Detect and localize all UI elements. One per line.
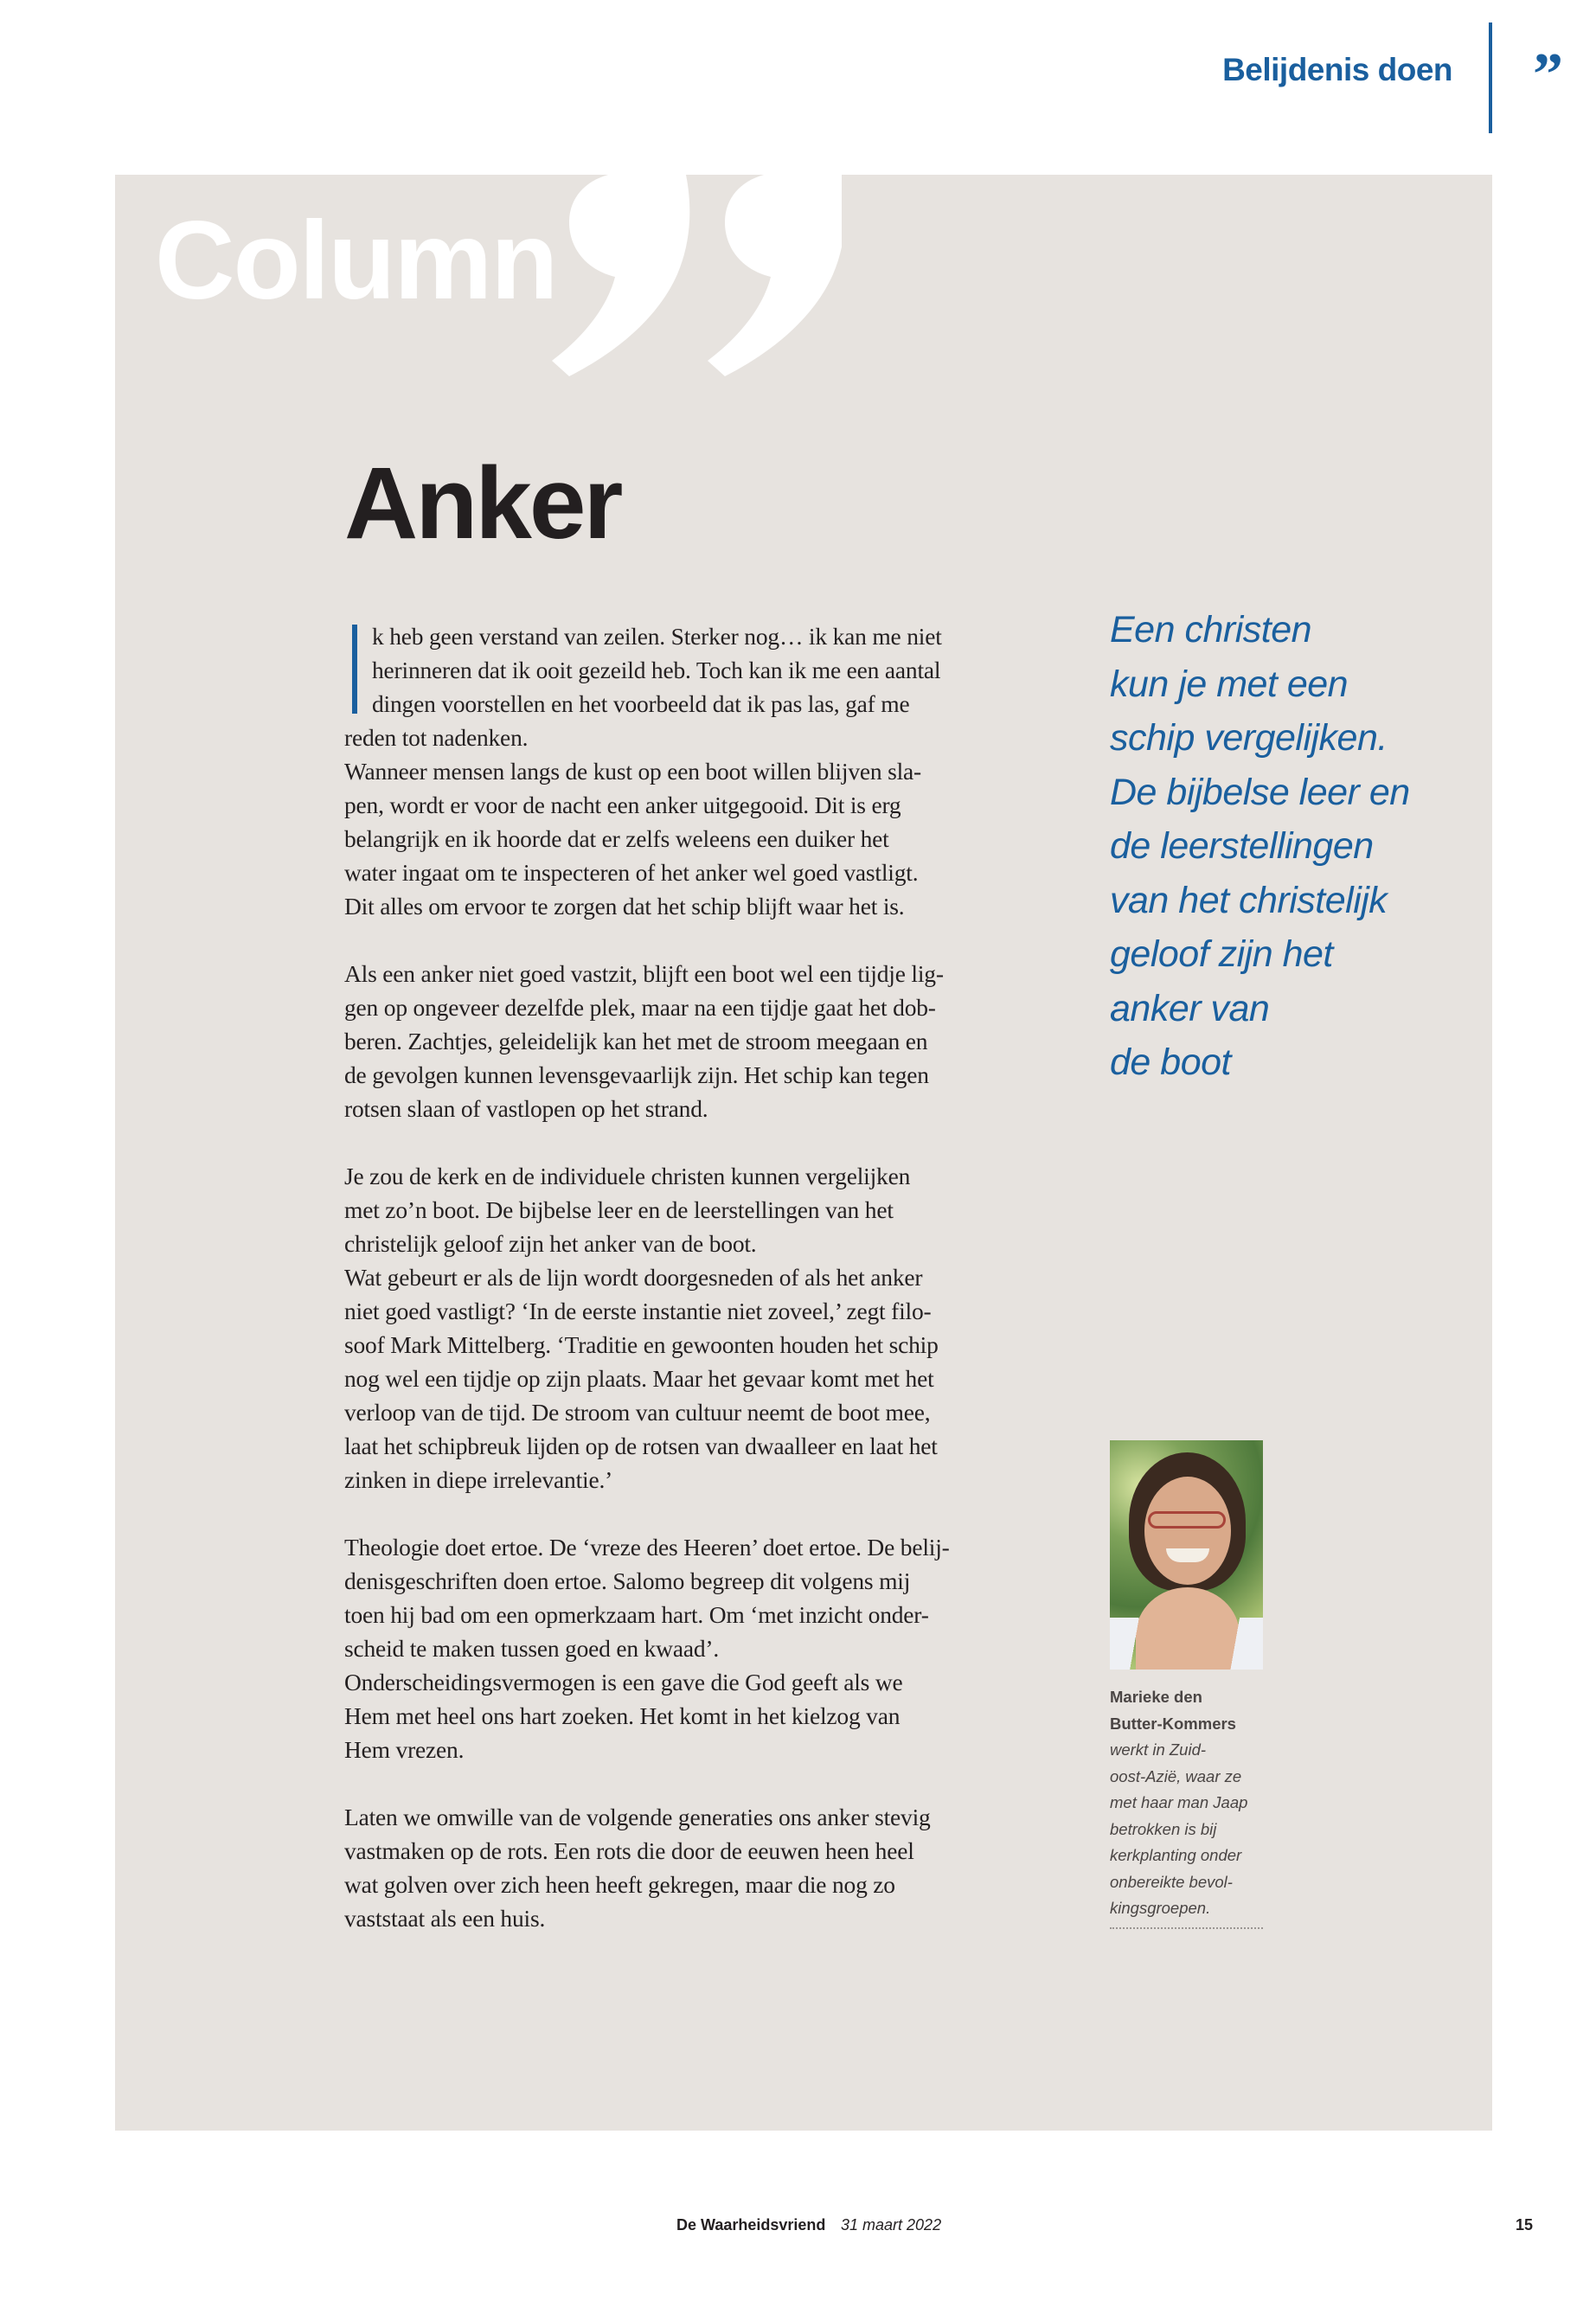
author-bio-lines <box>1110 1737 1266 1922</box>
text-line: met zo’n boot. De bijbelse leer en de leerstellingen van het <box>344 1196 894 1223</box>
text-line: vastmaken op de rots. Een rots die door de eeuwen heen heel <box>344 1837 914 1864</box>
text-line: de boot <box>1110 1042 1231 1083</box>
page-number: 15 <box>1516 2216 1534 2234</box>
author-photo <box>1110 1440 1263 1670</box>
text-line: Butter-Kommers <box>1110 1714 1236 1733</box>
issue-date: 31 maart 2022 <box>841 2216 942 2234</box>
text-line: kerkplanting onder <box>1110 1846 1242 1864</box>
text-line: geloof zijn het <box>1110 933 1333 975</box>
text-line: k heb geen verstand van zeilen. Sterker nog… ik kan me niet <box>372 623 942 650</box>
text-line: betrokken is bij <box>1110 1819 1217 1838</box>
text-line: Wat gebeurt er als de lijn wordt doorgesneden of als het anker <box>344 1264 923 1291</box>
text-line: belangrijk en ik hoorde dat er zelfs weleens een duiker het <box>344 825 889 852</box>
text-line: zinken in diepe irrelevantie.’ <box>344 1466 613 1493</box>
text-line: herinneren dat ik ooit gezeild heb. Toch kan ik me een aantal <box>372 657 941 683</box>
text-line: kingsgroepen. <box>1110 1899 1211 1917</box>
text-line: denisgeschriften doen ertoe. Salomo begreep dit volgens mij <box>344 1567 911 1594</box>
caption-divider <box>1110 1927 1263 1929</box>
body-first-lines <box>344 619 1054 721</box>
text-line: Een christen <box>1110 609 1312 651</box>
text-line: laat het schipbreuk lijden op de rotsen van dwaalleer en laat het <box>344 1433 938 1459</box>
text-line: beren. Zachtjes, geleidelijk kan het met de stroom meegaan en <box>344 1028 928 1054</box>
author-name-lines <box>1110 1684 1266 1737</box>
text-line: toen hij bad om een opmerkzaam hart. Om ‘met inzicht onder- <box>344 1601 929 1628</box>
text-line: water ingaat om te inspecteren of het anker wel goed vastligt. <box>344 859 919 886</box>
text-line: christelijk geloof zijn het anker van de boot. <box>344 1230 757 1257</box>
text-line: rotsen slaan of vastlopen op het strand. <box>344 1095 708 1122</box>
text-line: Onderscheidingsvermogen is een gave die God geeft als we <box>344 1669 903 1695</box>
text-line: Als een anker niet goed vastzit, blijft een boot wel een tijdje lig- <box>344 960 944 987</box>
text-line: de leerstellingen <box>1110 825 1374 867</box>
text-line: vaststaat als een huis. <box>344 1905 546 1932</box>
article-title: Anker <box>344 446 621 561</box>
text-line: Wanneer mensen langs de kust op een boot willen blijven sla- <box>344 758 922 785</box>
header-divider <box>1489 22 1492 133</box>
column-label: Column <box>155 199 557 323</box>
text-line: de gevolgen kunnen levensgevaarlijk zijn. Het schip kan tegen <box>344 1061 929 1088</box>
section-title: Belijdenis doen <box>1222 52 1452 87</box>
column-panel <box>115 175 1492 2131</box>
body-p4 <box>344 1530 1054 1766</box>
text-line: kun je met een <box>1110 663 1349 705</box>
text-line: niet goed vastligt? ‘In de eerste instantie niet zoveel,’ zegt filo- <box>344 1298 932 1324</box>
text-line: gen op ongeveer dezelfde plek, maar na een tijdje gaat het dob- <box>344 994 936 1021</box>
author-caption <box>1110 1684 1266 1929</box>
text-line: Hem vrezen. <box>344 1736 465 1763</box>
text-line: van het christelijk <box>1110 879 1388 921</box>
text-line: Marieke den <box>1110 1688 1202 1706</box>
text-line: soof Mark Mittelberg. ‘Traditie en gewoonten houden het schip <box>344 1331 939 1358</box>
dropcap-bar <box>352 625 357 714</box>
text-line: Dit alles om ervoor te zorgen dat het schip blijft waar het is. <box>344 893 905 920</box>
pull-quote <box>1110 603 1410 1090</box>
text-line: Hem met heel ons hart zoeken. Het komt in het kielzog van <box>344 1702 901 1729</box>
magazine-name: De Waarheidsvriend <box>676 2216 826 2234</box>
text-line: oost-Azië, waar ze <box>1110 1766 1242 1785</box>
text-line: verloop van de tijd. De stroom van cultuur neemt de boot mee, <box>344 1399 931 1426</box>
pull-quote <box>1110 603 1410 1090</box>
text-line: pen, wordt er voor de nacht een anker uitgegooid. Dit is erg <box>344 792 901 818</box>
body-p3 <box>344 1159 1054 1497</box>
text-line: wat golven over zich heen heeft gekregen, maar die nog zo <box>344 1871 895 1898</box>
text-line: Theologie doet ertoe. De ‘vreze des Heeren’ doet ertoe. De belij- <box>344 1534 950 1561</box>
quote-icon: ” <box>1533 42 1563 108</box>
text-line: scheid te maken tussen goed en kwaad’. <box>344 1635 720 1662</box>
text-line: werkt in Zuid- <box>1110 1740 1207 1759</box>
article-body <box>344 619 1054 1935</box>
text-line: Je zou de kerk en de individuele christen kunnen vergelijken <box>344 1163 911 1189</box>
text-line: nog wel een tijdje op zijn plaats. Maar het gevaar komt met het <box>344 1365 934 1392</box>
text-line: met haar man Jaap <box>1110 1793 1248 1811</box>
body-p2 <box>344 957 1054 1125</box>
text-line: schip vergelijken. <box>1110 717 1388 759</box>
text-line: onbereikte bevol- <box>1110 1872 1233 1891</box>
text-line: anker van <box>1110 987 1270 1029</box>
text-line: reden tot nadenken. <box>344 724 529 751</box>
body-p5 <box>344 1800 1054 1935</box>
body-p1-rest <box>344 721 1054 923</box>
text-line: Laten we omwille van de volgende generaties ons anker stevig <box>344 1804 931 1830</box>
big-quote-icon <box>548 175 842 376</box>
text-line: dingen voorstellen en het voorbeeld dat ik pas las, gaf me <box>372 690 910 717</box>
text-line: De bijbelse leer en <box>1110 771 1410 813</box>
